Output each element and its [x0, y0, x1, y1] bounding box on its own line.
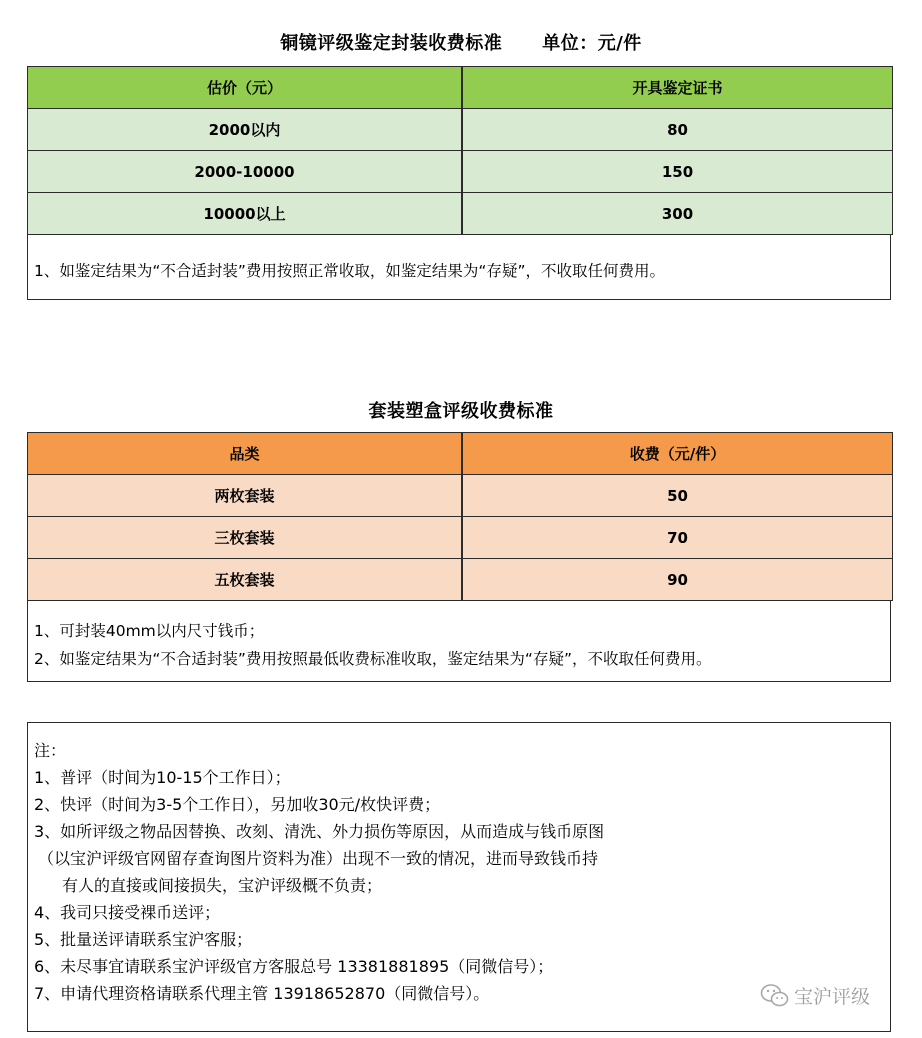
section2-note-line: 2、如鉴定结果为“不合适封装”费用按照最低收费标准收取，鉴定结果为“存疑”，不收取任何费用。	[34, 650, 712, 668]
table-row	[28, 193, 893, 235]
section2-note-line: 1、可封装40mm以内尺寸钱币；	[34, 622, 265, 640]
watermark	[760, 982, 870, 1009]
notes-line: 4、我司只接受裸币送评；	[34, 903, 221, 922]
header-fee: 收费（元/件）	[462, 433, 893, 475]
notes-heading: 注：	[34, 741, 67, 760]
table-row	[28, 151, 893, 193]
wechat-icon	[760, 983, 790, 1009]
notes-line: 6、未尽事宜请联系宝沪评级官方客服总号 13381881895（同微信号）；	[34, 957, 554, 976]
notes-line: 1、普评（时间为10-15个工作日）；	[34, 768, 291, 787]
header-category: 品类	[28, 433, 463, 475]
table-row	[28, 475, 893, 517]
section1-note: 1、如鉴定结果为“不合适封装”费用按照正常收取，如鉴定结果为“存疑”，不收取任何费用。	[34, 262, 665, 280]
row-fee: 150	[462, 151, 893, 193]
row-fee: 300	[462, 193, 893, 235]
header-certificate: 开具鉴定证书	[462, 67, 893, 109]
notes-line: 5、批量送评请联系宝沪客服；	[34, 930, 253, 949]
section1-title	[0, 29, 922, 55]
notes-line: 2、快评（时间为3-5个工作日），另加收30元/枚快评费；	[34, 795, 441, 814]
bronze-mirror-fee-table	[27, 66, 893, 235]
row-range: 2000以内	[28, 109, 463, 151]
header-valuation: 估价（元）	[28, 67, 463, 109]
row-item: 两枚套装	[28, 475, 463, 517]
section2-note-box	[27, 600, 891, 682]
row-fee: 80	[462, 109, 893, 151]
section2-title: 套装塑盒评级收费标准	[368, 401, 554, 422]
row-fee: 90	[462, 559, 893, 601]
notes-line: （以宝沪评级官网留存查询图片资料为准）出现不一致的情况，进而导致钱币持	[38, 849, 599, 868]
section1-unit: 单位：元/件	[542, 33, 642, 54]
section1-title-text: 铜镜评级鉴定封装收费标准	[280, 33, 503, 54]
row-range: 10000以上	[28, 193, 463, 235]
watermark-text: 宝沪评级	[794, 986, 871, 1008]
row-range: 2000-10000	[28, 151, 463, 193]
set-box-fee-table	[27, 432, 893, 601]
row-fee: 50	[462, 475, 893, 517]
table-row	[28, 517, 893, 559]
row-item: 三枚套装	[28, 517, 463, 559]
row-fee: 70	[462, 517, 893, 559]
notes-line: 3、如所评级之物品因替换、改刻、清洗、外力损伤等原因，从而造成与钱币原图	[34, 822, 605, 841]
section1-note-box	[27, 234, 891, 300]
table-row	[28, 109, 893, 151]
table-header-row	[28, 67, 893, 109]
table-row	[28, 559, 893, 601]
notes-line: 有人的直接或间接损失，宝沪评级概不负责；	[62, 876, 383, 895]
table-header-row	[28, 433, 893, 475]
notes-line: 7、申请代理资格请联系代理主管 13918652870（同微信号）。	[34, 984, 490, 1003]
row-item: 五枚套装	[28, 559, 463, 601]
